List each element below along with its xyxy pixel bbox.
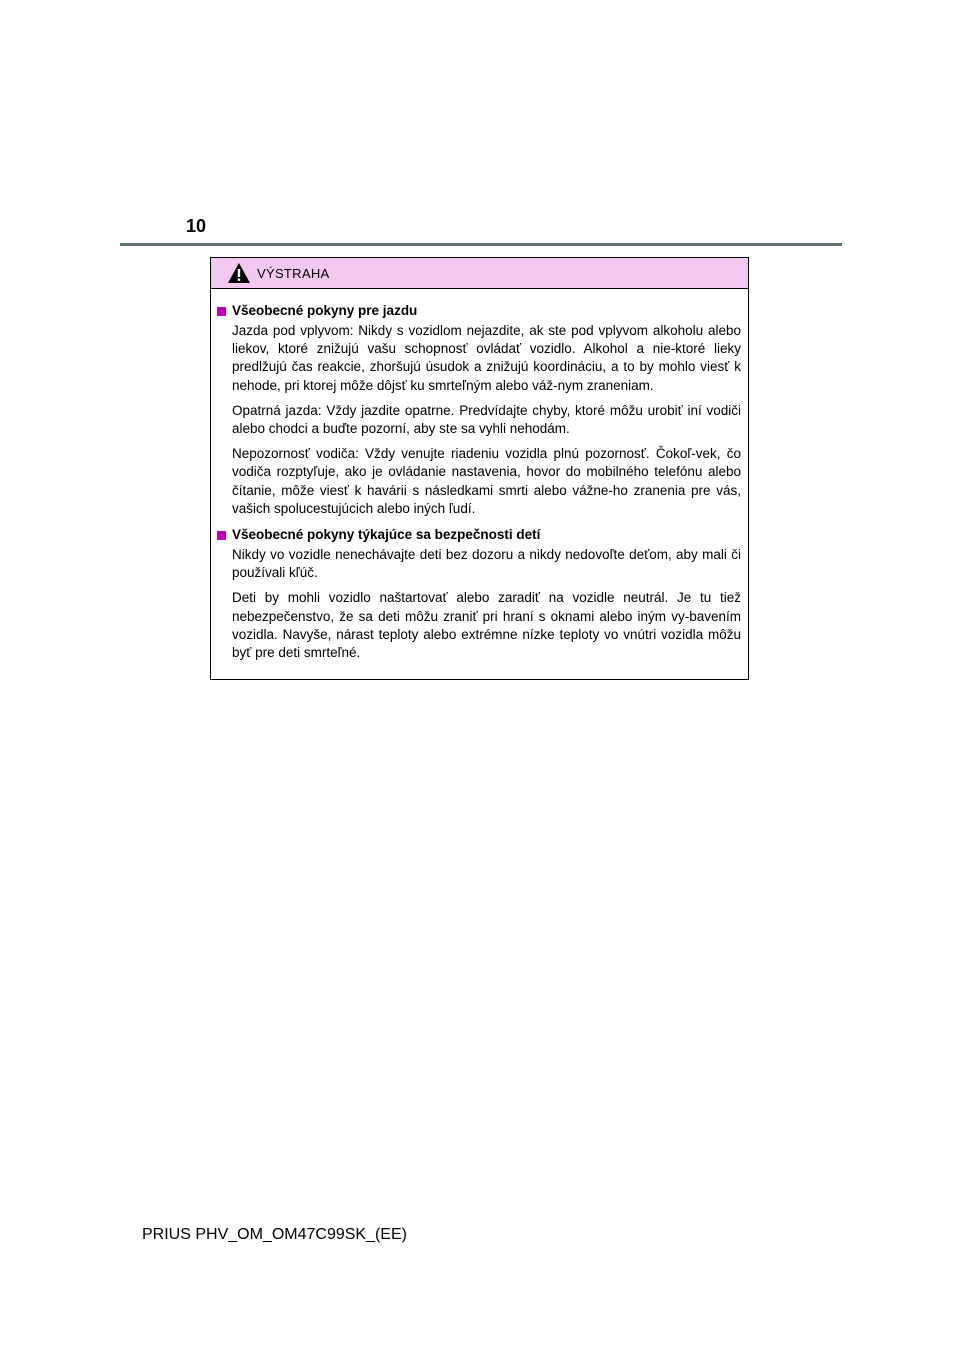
section-driving — [217, 302, 741, 518]
paragraph: Nikdy vo vozidle nenechávajte deti bez dozoru a nikdy nedovoľte deťom, aby mali či používali kľúč. — [232, 547, 741, 581]
square-bullet-icon — [217, 531, 226, 540]
square-bullet-icon — [217, 307, 226, 316]
section-heading-text: Všeobecné pokyny týkajúce sa bezpečnosti detí — [232, 527, 541, 543]
section-heading-text: Všeobecné pokyny pre jazdu — [232, 303, 418, 318]
paragraph: Nepozornosť vodiča: Vždy venujte riadeniu vozidla plnú pozornosť. Čokoľ-vek, čo vodiča rozptyľuje, ako je ovládanie nastavenia, hovor do mobilného telefónu alebo čítanie, môže viesť k havárii s následkami smrti alebo vážne-ho zranenia pre vás, vašich spolucestujúcich alebo iných ľudí. — [232, 446, 741, 516]
section-heading — [217, 302, 741, 320]
header-rule — [120, 243, 842, 246]
warning-body — [211, 289, 748, 662]
paragraph: Opatrná jazda: Vždy jazdite opatrne. Predvídajte chyby, ktoré môžu urobiť iní vodiči alebo chodci a buďte pozorní, aby ste sa vyhli nehodám. — [232, 402, 741, 437]
warning-box — [210, 257, 749, 680]
page-number: 10 — [186, 216, 207, 236]
paragraph: Jazda pod vplyvom: Nikdy s vozidlom nejazdite, ak ste pod vplyvom alkoholu alebo liekov, ktoré znižujú vašu schopnosť ovládať vozidlo. Alkohol a nie-ktoré lieky predlžujú čas reakcie, zhoršujú úsudok a znižujú koordináciu, a to by mohlo viesť k nehode, pri ktorej môže dôjsť ku smrteľným alebo váž-nym zraneniam. — [232, 323, 741, 393]
section-heading — [217, 526, 741, 544]
footer-document-id: PRIUS PHV_OM_OM47C99SK_(EE) — [142, 1226, 407, 1243]
warning-triangle-icon — [227, 262, 251, 284]
warning-header — [211, 258, 748, 289]
warning-title: VÝSTRAHA — [257, 265, 330, 281]
paragraph: Deti by mohli vozidlo naštartovať alebo zaradiť na vozidle neutrál. Je tu tiež nebezpečenstvo, že sa deti môžu zraniť pri hraní s oknami alebo iným vy-bavením vozidla. Navyše, nárast teploty alebo extrémne nízke teploty vo vnútri vozidla môžu byť pre deti smrteľné. — [232, 590, 741, 661]
section-child-safety — [217, 526, 741, 662]
